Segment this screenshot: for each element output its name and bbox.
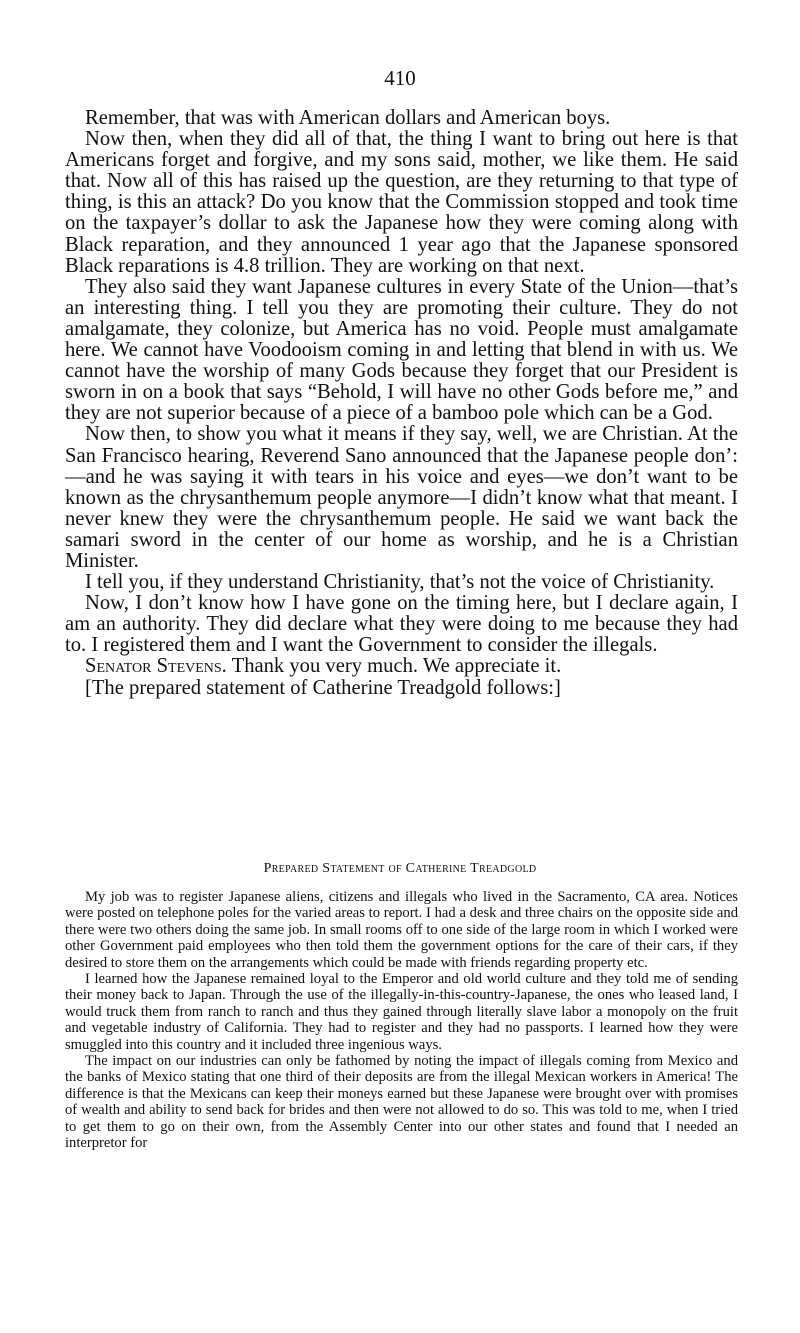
statement-paragraph: The impact on our industries can only be fathomed by noting the impact of illegals coming from Mexico and the banks of Mexico stating that one third of their deposits are from the illegal Mexican workers in America! The difference is that the Mexicans can keep their moneys earned but these Japanese were brought over with promises of wealth and ability to send back for brides and then were not allowed to do so. This was told to me, when I tried to get them to go on their own, from the Assembly Center into our other states and found that I needed an interpretor for bbox=[65, 1053, 738, 1152]
testimony-body bbox=[65, 108, 738, 699]
prepared-statement-body bbox=[65, 889, 738, 1152]
prepared-statement-heading: Prepared Statement of Catherine Treadgold bbox=[263, 861, 537, 876]
statement-paragraph: My job was to register Japanese aliens, citizens and illegals who lived in the Sacramento, CA area. Notices were posted on telephone poles for the varied areas to report. I had a desk and three chairs on the opposite side and there were two others doing the same job. In small rooms off to one side of the large room in which I worked were other Government paid employees who then told them the government options for the care of their cars, if they desired to store them on the arrangements which could be made with friends regarding property etc. bbox=[65, 889, 738, 971]
testimony-paragraph: Now then, to show you what it means if they say, well, we are Christian. At the San Francisco hearing, Reverend Sano announced that the Japanese people don’:—and he was saying it with tears in his voice and eyes—we don’t want to be known as the chrysanthemum people anymore—I didn’t know what that meant. I never knew they were the chrysanthemum people. He said we want back the samari sword in the center of our home as worship, and he is a Christian Minister. bbox=[65, 423, 738, 572]
bracket-note: [The prepared statement of Catherine Treadgold follows:] bbox=[85, 676, 561, 699]
testimony-paragraph: They also said they want Japanese cultures in every State of the Union—that’s an interesting thing. I tell you they are promoting their culture. They do not amalgamate, they colonize, but America has no void. People must amalgamate here. We cannot have Voodooism coming in and letting that blend in with us. We cannot have the worship of many Gods because they forget that our President is sworn in on a book that says “Behold, I will have no other Gods before me,” and they are not superior because of a piece of a bamboo pole which can be a God. bbox=[65, 275, 738, 425]
page-number: 410 bbox=[384, 66, 416, 90]
testimony-paragraph: Remember, that was with American dollars and American boys. bbox=[85, 107, 611, 129]
testimony-paragraph: Now then, when they did all of that, the thing I want to bring out here is that Americans forget and forgive, and my sons said, mother, we like them. He said that. Now all of this has raised up the question, are they returning to that type of thing, is this an attack? Do you know that the Commission stopped and took time on the taxpayer’s dollar to ask the Japanese how they were coming along with Black reparation, and they announced 1 year ago that the Japanese sponsored Black reparations is 4.8 trillion. They are working on that next. bbox=[65, 128, 738, 277]
senator-remark: Thank you very much. We appreciate it. bbox=[226, 655, 562, 678]
testimony-paragraph: I tell you, if they understand Christianity, that’s not the voice of Christianity. bbox=[85, 571, 715, 594]
testimony-paragraph: Now, I don’t know how I have gone on the timing here, but I declare again, I am an authority. They did declare what they were doing to me because they had to. I registered them and I want the Government to consider the illegals. bbox=[65, 592, 738, 657]
senator-remark-paragraph bbox=[65, 656, 738, 677]
statement-paragraph: I learned how the Japanese remained loyal to the Emperor and old world culture and they told me of sending their money back to Japan. Through the use of the illegally-in-this-country-Japanese, the ones who leased land, I would truck them from ranch to ranch and thus they gained through literally slave labor a monopoly on the fruit and vegetable industry of California. They had to register and they had no passports. I learned how they were smuggled into this country and it included three ingenious ways. bbox=[65, 971, 738, 1053]
senator-name: Senator Stevens. bbox=[85, 655, 227, 678]
